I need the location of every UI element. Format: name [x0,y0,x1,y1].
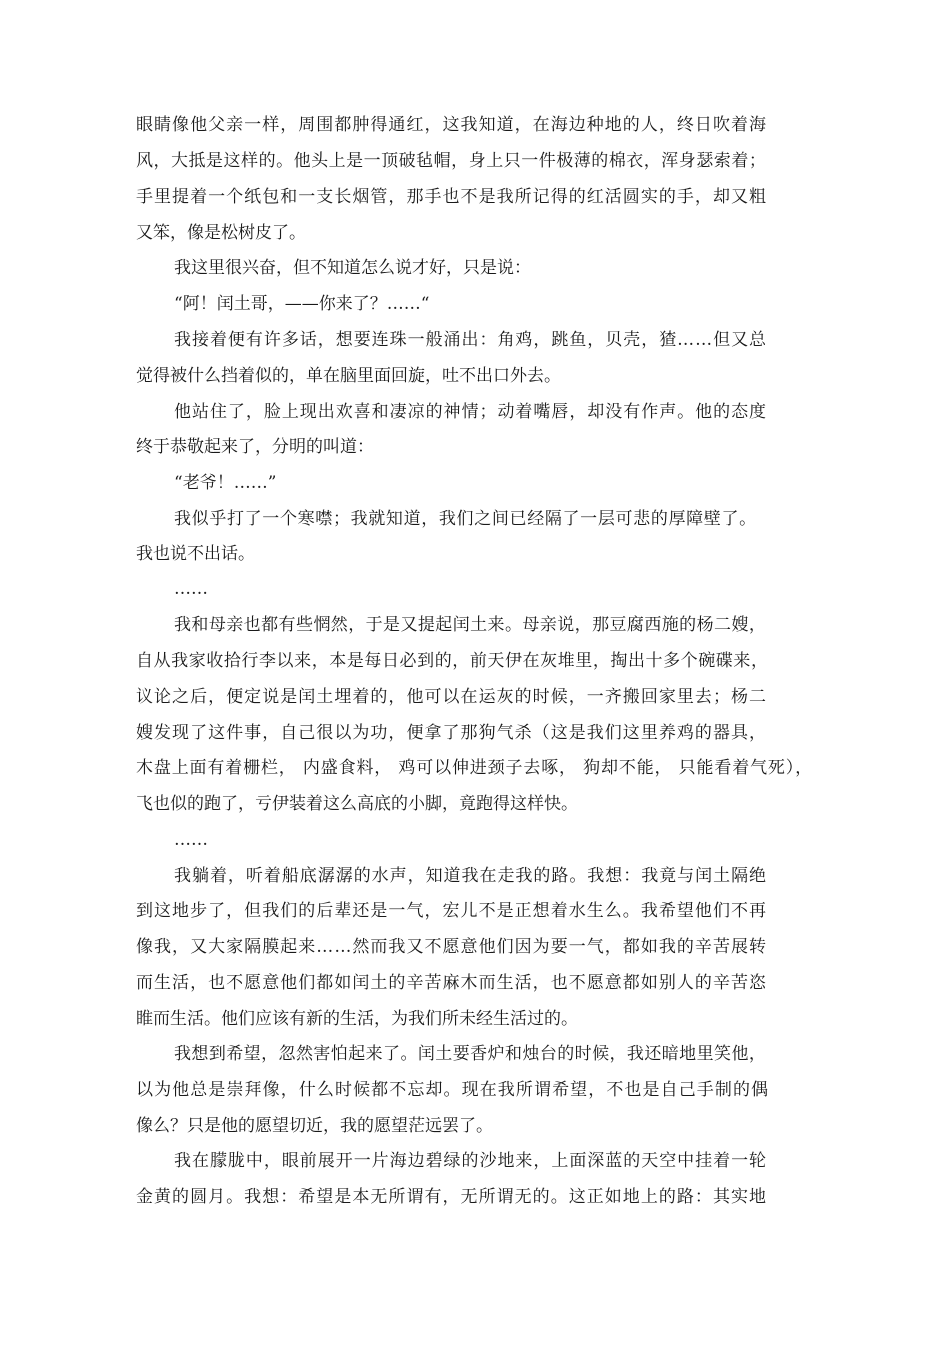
text-line: 嫂发现了这件事，自己很以为功，便拿了那狗气杀（这是我们这里养鸡的器具， [136,723,768,743]
text-line: 我似乎打了一个寒噤；我就知道，我们之间已经隔了一层可悲的厚障壁了。 [174,509,757,529]
text-line: 我接着便有许多话，想要连珠一般涌出：角鸡，跳鱼，贝壳，猹……但又总 [174,330,768,350]
text-line: 我想到希望，忽然害怕起来了。闰土要香炉和烛台的时候，我还暗地里笑他， [174,1044,767,1064]
text-line: 终于恭敬起来了，分明的叫道： [136,437,374,457]
text-line: 议论之后，便定说是闰土埋着的，他可以在运灰的时候，一齐搬回家里去；杨二 [136,687,768,707]
text-line: 金黄的圆月。我想：希望是本无所谓有，无所谓无的。这正如地上的路：其实地 [136,1187,768,1207]
text-line: 他站住了，脸上现出欢喜和凄凉的神情；动着嘴唇，却没有作声。他的态度 [174,402,768,422]
text-line: 木盘上面有着栅栏， 内盛食料， 鸡可以伸进颈子去啄， 狗却不能， 只能看着气死）， [136,758,813,778]
text-line: “老爷！……” [174,473,277,493]
text-line: 我也说不出话。 [136,544,255,564]
text-line: 飞也似的跑了，亏伊装着这么高底的小脚，竟跑得这样快。 [136,794,578,814]
text-line: 自从我家收拾行李以来，本是每日必到的，前天伊在灰堆里，掏出十多个碗碟来， [136,651,769,671]
text-line: 以为他总是崇拜像，什么时候都不忘却。现在我所谓希望，不也是自己手制的偶 [136,1080,770,1100]
text-line: 睢而生活。他们应该有新的生活，为我们所未经生活过的。 [136,1009,578,1029]
text-line: 我躺着，听着船底潺潺的水声，知道我在走我的路。我想：我竟与闰土隔绝 [174,866,768,886]
text-line: …… [174,579,208,599]
text-line: 而生活，也不愿意他们都如闰土的辛苦麻木而生活，也不愿意都如别人的辛苦恣 [136,973,768,993]
text-line: 眼睛像他父亲一样，周围都肿得通红，这我知道，在海边种地的人，终日吹着海 [136,115,768,135]
text-line: …… [174,830,208,850]
text-line: 我这里很兴奋，但不知道怎么说才好，只是说： [174,258,531,278]
text-line: 觉得被什么挡着似的，单在脑里面回旋，吐不出口外去。 [136,366,561,386]
text-line: 我和母亲也都有些惘然，于是又提起闰土来。母亲说，那豆腐西施的杨二嫂， [174,615,767,635]
text-line: 风，大抵是这样的。他头上是一顶破毡帽，身上只一件极薄的棉衣，浑身瑟索着； [136,151,767,171]
text-line: 我在朦胧中，眼前展开一片海边碧绿的沙地来，上面深蓝的天空中挂着一轮 [174,1151,768,1171]
text-line: 手里提着一个纸包和一支长烟管，那手也不是我所记得的红活圆实的手，却又粗 [136,187,768,207]
text-line: 到这地步了，但我们的后辈还是一气，宏儿不是正想着水生么。我希望他们不再 [136,901,768,921]
text-line: “阿！闰土哥，——你来了？……“ [174,294,430,314]
text-line: 像我，又大家隔膜起来……然而我又不愿意他们因为要一气，都如我的辛苦展转 [136,937,768,957]
text-line: 又笨，像是松树皮了。 [136,223,306,243]
text-line: 像么？只是他的愿望切近，我的愿望茫远罢了。 [136,1116,493,1136]
